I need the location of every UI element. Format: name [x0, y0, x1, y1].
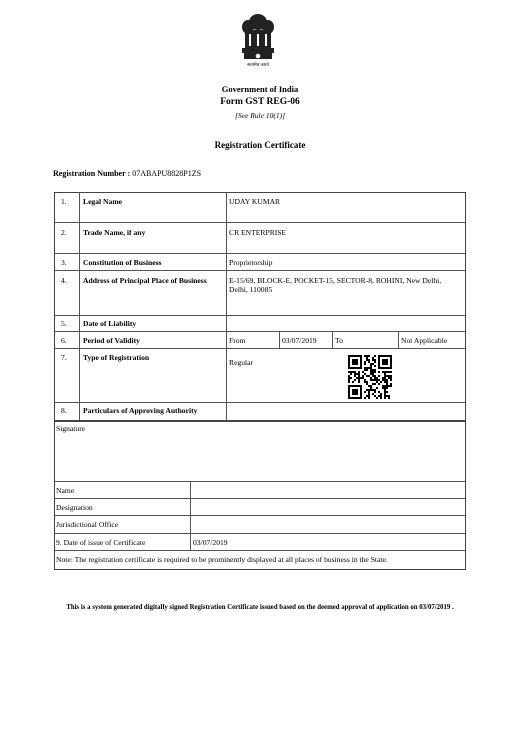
designation-label: Designation	[56, 503, 93, 512]
registration-number-label: Registration Number :	[53, 169, 133, 178]
row-divider	[54, 515, 465, 516]
date-of-liability-label: Date of Liability	[83, 319, 137, 328]
row-divider	[54, 315, 465, 316]
row-divider	[54, 331, 465, 332]
name-label: Name	[56, 486, 75, 495]
date-of-issue-value: 03/07/2019	[193, 538, 228, 547]
row-divider	[54, 498, 465, 499]
rule-reference: [See Rule 10(1)]	[235, 111, 285, 120]
government-heading: Government of India	[221, 84, 299, 94]
type-of-registration-value: Regular	[229, 358, 254, 367]
row-divider	[54, 222, 465, 223]
emblem-motto: सत्यमेव जयते	[247, 62, 269, 67]
validity-to-label: To	[335, 336, 343, 345]
row-number: 3.	[61, 258, 67, 267]
validity-to-value: Not Applicable	[401, 336, 448, 345]
address-label: Address of Principal Place of Business	[83, 276, 207, 285]
column-divider	[398, 331, 399, 348]
legal-name-value: UDAY KUMAR	[229, 197, 281, 206]
row-divider	[54, 270, 465, 271]
form-title: Form GST REG-06	[220, 97, 300, 107]
period-of-validity-label: Period of Validity	[83, 336, 140, 345]
qr-code-icon	[348, 355, 392, 399]
row-number: 2.	[61, 228, 67, 237]
jurisdictional-office-label: Jurisdictional Office	[56, 520, 119, 529]
certificate-title: Registration Certificate	[214, 140, 306, 150]
column-divider	[332, 331, 333, 348]
row-number: 4.	[61, 276, 67, 285]
validity-from-value: 03/07/2019	[282, 336, 317, 345]
system-generated-footer: This is a system generated digitally signed Registration Certificate issued based on the deemed approval of application on 03/07/2019 .	[66, 604, 454, 611]
row-divider	[54, 481, 465, 482]
column-divider	[226, 192, 227, 420]
registration-number-value: 07ABAPU8828P1ZS	[132, 169, 202, 178]
address-value: E-15/69, BLOCK-E, POCKET-15, SECTOR-8, ROHINI, New Delhi, Delhi, 110085	[229, 276, 442, 294]
row-number: 6.	[61, 336, 67, 345]
column-divider	[279, 331, 280, 348]
row-divider	[54, 253, 465, 254]
row-divider	[54, 402, 465, 403]
authority-table	[54, 420, 466, 570]
row-divider	[54, 348, 465, 349]
row-number: 5.	[61, 319, 67, 328]
row-number: 8.	[61, 406, 67, 415]
row-divider	[54, 533, 465, 534]
column-divider	[190, 481, 191, 550]
legal-name-label: Legal Name	[83, 197, 123, 206]
approving-authority-label: Particulars of Approving Authority	[83, 406, 198, 415]
validity-from-label: From	[229, 336, 246, 345]
row-divider	[54, 550, 465, 551]
column-divider	[79, 192, 80, 420]
signature-label: Signature	[56, 424, 86, 433]
trade-name-label: Trade Name, if any	[83, 228, 146, 237]
row-number: 7.	[61, 353, 67, 362]
trade-name-value: CR ENTERPRISE	[229, 228, 287, 237]
row-number: 1.	[61, 197, 67, 206]
type-of-registration-label: Type of Registration	[83, 353, 150, 362]
constitution-value: Proprietorship	[229, 258, 273, 267]
details-table	[54, 192, 466, 422]
constitution-label: Constitution of Business	[83, 258, 162, 267]
display-note: Note: The registration certificate is required to be prominently displayed at all places of business in the State.	[56, 555, 388, 564]
date-of-issue-label: 9. Date of issue of Certificate	[56, 538, 146, 547]
registration-number	[53, 169, 201, 178]
